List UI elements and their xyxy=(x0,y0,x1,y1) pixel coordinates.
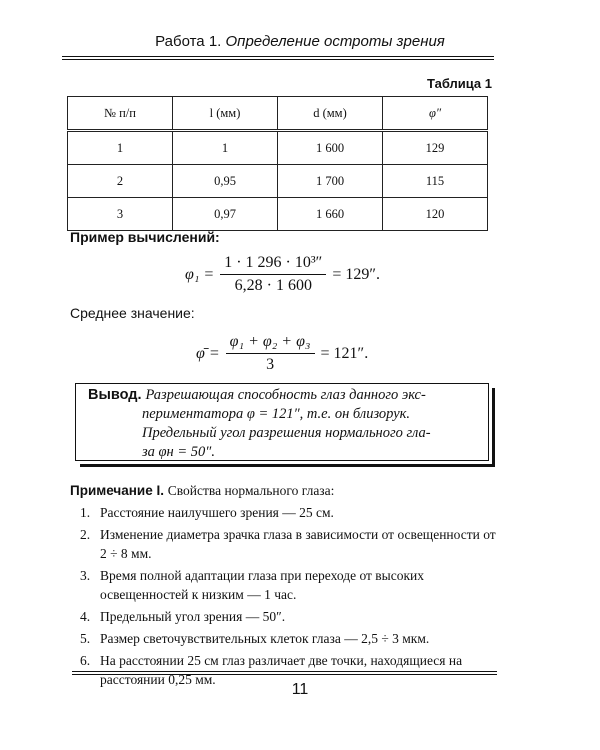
table-header-row xyxy=(68,97,488,131)
cell: 2 xyxy=(68,165,173,198)
conclusion-line: периментатора φ = 121″, т.е. он близорук. xyxy=(142,406,411,422)
formula-result: = 129″. xyxy=(332,265,381,283)
cell: 1 700 xyxy=(278,165,383,198)
conclusion-text xyxy=(88,386,488,462)
formula-phi1 xyxy=(185,254,380,295)
fraction-numerator: φ₁ + φ₂ + φ₃ xyxy=(226,333,315,354)
list-number: 5. xyxy=(80,631,91,646)
cell: 1 660 xyxy=(278,198,383,231)
formula-lhs: φ̄ = xyxy=(196,344,220,362)
table-row xyxy=(68,131,488,165)
properties-list xyxy=(80,503,500,692)
col-header-phi: φ″ xyxy=(383,97,488,131)
formula-mean xyxy=(196,333,368,374)
cell: 3 xyxy=(68,198,173,231)
fraction xyxy=(226,333,315,374)
conclusion-line: Разрешающая способность глаз данного экс- xyxy=(145,387,426,403)
work-topic: Определение остроты зрения xyxy=(225,33,445,50)
conclusion-line: Предельный угол разрешения нормального гла- xyxy=(142,425,431,441)
cell: 0,95 xyxy=(173,165,278,198)
formula-lhs: φ₁ = xyxy=(185,265,215,283)
fraction-denominator: 3 xyxy=(266,356,275,373)
running-header xyxy=(0,33,600,50)
table-row xyxy=(68,165,488,198)
measurements-table xyxy=(67,96,488,231)
note-title xyxy=(70,483,334,499)
col-header-l: l (мм) xyxy=(173,97,278,131)
list-text: Изменение диаметра зрачка глаза в зависимости от освещенности от 2 ÷ 8 мм. xyxy=(100,527,496,561)
list-item xyxy=(80,607,500,626)
list-text: На расстоянии 25 см глаз различает две точки, находящиеся на расстоянии 0,25 мм. xyxy=(100,653,463,687)
table-caption: Таблица 1 xyxy=(426,76,492,91)
note-text: Свойства нормального глаза: xyxy=(167,483,335,498)
list-text: Время полной адаптации глаза при переходе от высоких освещенностей к низким — 1 час. xyxy=(100,568,425,602)
list-text: Расстояние наилучшего зрения — 25 см. xyxy=(100,505,334,520)
list-item xyxy=(80,566,500,604)
fraction-denominator: 6,28 · 1 600 xyxy=(234,277,312,294)
conclusion-label: Вывод. xyxy=(88,387,142,403)
list-text: Размер светочувствительных клеток глаза — 2,5 ÷ 3 мкм. xyxy=(100,631,430,646)
page-number: 11 xyxy=(291,681,309,698)
cell: 0,97 xyxy=(173,198,278,231)
footer-rule xyxy=(72,671,497,675)
list-number: 3. xyxy=(80,568,91,583)
fraction-numerator: 1 · 1 296 · 10³″ xyxy=(220,254,326,275)
list-item xyxy=(80,629,500,648)
conclusion-line: за φн = 50″. xyxy=(142,444,215,460)
formula-result: = 121″. xyxy=(320,344,369,362)
col-header-number: № п/п xyxy=(68,97,173,131)
col-header-d: d (мм) xyxy=(278,97,383,131)
cell: 115 xyxy=(383,165,488,198)
cell: 129 xyxy=(383,131,488,165)
header-rule xyxy=(62,56,494,60)
list-number: 1. xyxy=(80,505,91,520)
cell: 120 xyxy=(383,198,488,231)
mean-label: Среднее значение: xyxy=(70,305,195,321)
table-row xyxy=(68,198,488,231)
fraction xyxy=(220,254,326,295)
example-title: Пример вычислений: xyxy=(70,229,220,245)
cell: 1 xyxy=(173,131,278,165)
list-item xyxy=(80,503,500,522)
work-number: Работа 1. xyxy=(155,33,222,50)
list-number: 4. xyxy=(80,609,91,624)
cell: 1 600 xyxy=(278,131,383,165)
cell: 1 xyxy=(68,131,173,165)
list-text: Предельный угол зрения — 50″. xyxy=(100,609,286,624)
note-label: Примечание I. xyxy=(70,483,164,498)
list-number: 6. xyxy=(80,653,91,668)
list-number: 2. xyxy=(80,527,91,542)
list-item xyxy=(80,525,500,563)
